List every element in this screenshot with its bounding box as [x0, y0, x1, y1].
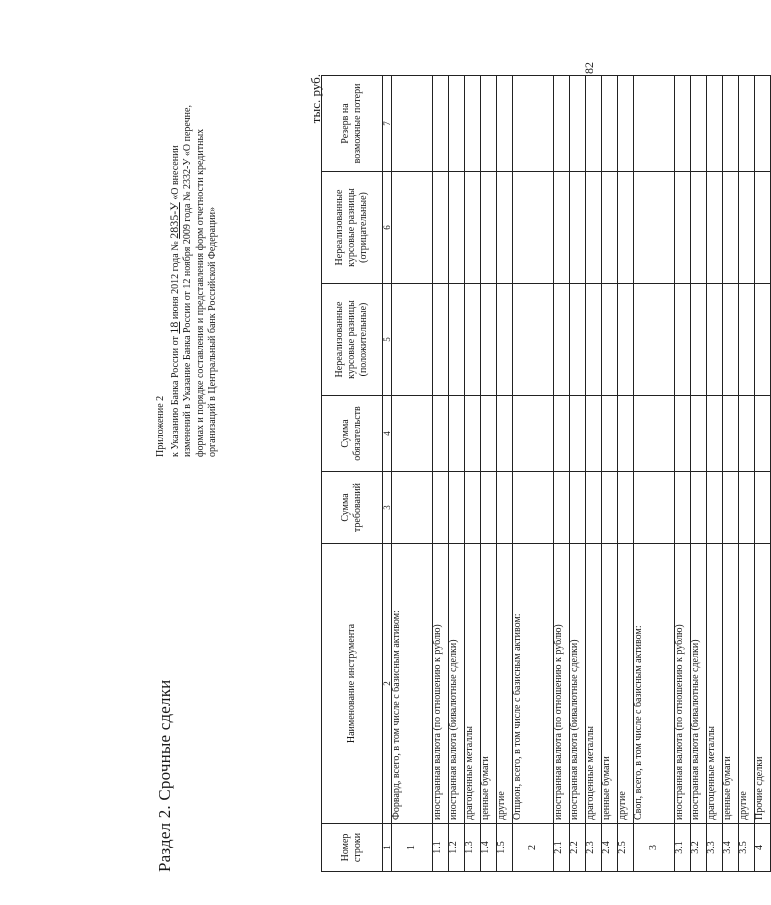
value-cell[interactable]	[465, 172, 481, 284]
value-cell[interactable]	[602, 284, 618, 396]
annex-line-4: организаций в Центральный банк Российской Федерации»	[207, 206, 218, 457]
header-fx-negative: Нереализованные курсовые разницы (отрицательные)	[322, 172, 383, 284]
value-cell[interactable]	[739, 76, 755, 172]
value-cell[interactable]	[570, 396, 586, 472]
table-row	[554, 76, 570, 872]
value-cell[interactable]	[691, 172, 707, 284]
page-number: 82	[582, 62, 596, 74]
value-cell[interactable]	[739, 284, 755, 396]
value-cell[interactable]	[570, 76, 586, 172]
instrument-name-cell: Своп, всего, в том числе с базисным активом:	[634, 544, 675, 824]
value-cell[interactable]	[554, 284, 570, 396]
instrument-name-cell: Опцион, всего, в том числе с базисным активом:	[513, 544, 554, 824]
instrument-name-cell: драгоценные металлы	[707, 544, 723, 824]
forward-deals-table	[321, 75, 771, 872]
value-cell[interactable]	[675, 472, 691, 544]
value-cell[interactable]	[618, 396, 634, 472]
annex-line1-middle: июня 2012 года №	[169, 241, 181, 320]
column-number: 3	[383, 472, 392, 544]
value-cell[interactable]	[602, 396, 618, 472]
instrument-name-cell: Форвард, всего, в том числе с базисным активом:	[392, 544, 433, 824]
rotated-page	[155, 72, 765, 872]
value-cell[interactable]	[691, 396, 707, 472]
value-cell[interactable]	[755, 472, 771, 544]
value-cell[interactable]	[392, 284, 433, 396]
row-number-cell: 1	[392, 824, 433, 872]
value-cell[interactable]	[723, 472, 739, 544]
value-cell[interactable]	[481, 76, 497, 172]
value-cell[interactable]	[602, 76, 618, 172]
table-row	[634, 76, 675, 872]
value-cell[interactable]	[392, 76, 433, 172]
row-number-cell: 2.5	[618, 824, 634, 872]
instrument-name-cell: иностранная валюта (бивалютные сделки)	[691, 544, 707, 824]
value-cell[interactable]	[433, 172, 449, 284]
header-loss-reserve: Резерв на возможные потери	[322, 76, 383, 172]
value-cell[interactable]	[433, 472, 449, 544]
value-cell[interactable]	[755, 172, 771, 284]
row-number-cell: 2.3	[586, 824, 602, 872]
value-cell[interactable]	[497, 472, 513, 544]
value-cell[interactable]	[675, 284, 691, 396]
instrument-name-cell: драгоценные металлы	[465, 544, 481, 824]
value-cell[interactable]	[465, 396, 481, 472]
value-cell[interactable]	[497, 172, 513, 284]
value-cell[interactable]	[707, 172, 723, 284]
value-cell[interactable]	[707, 472, 723, 544]
value-cell[interactable]	[723, 396, 739, 472]
section-title: Раздел 2. Срочные сделки	[155, 679, 174, 872]
annex-line1-suffix: «О внесении	[169, 145, 181, 200]
column-number: 5	[383, 284, 392, 396]
table-row	[602, 76, 618, 872]
value-cell[interactable]	[481, 172, 497, 284]
table-row	[586, 76, 602, 872]
value-cell[interactable]	[449, 396, 465, 472]
row-number-cell: 1.3	[465, 824, 481, 872]
annex-line-3: формах и порядке составления и представления форм отчетности кредитных	[194, 128, 206, 457]
value-cell[interactable]	[586, 172, 602, 284]
value-cell[interactable]	[513, 76, 554, 172]
table-header-row	[322, 76, 383, 872]
instrument-name-cell: иностранная валюта (бивалютные сделки)	[449, 544, 465, 824]
instrument-name-cell: иностранная валюта (по отношению к рублю)	[554, 544, 570, 824]
value-cell[interactable]	[602, 472, 618, 544]
value-cell[interactable]	[570, 284, 586, 396]
value-cell[interactable]	[755, 76, 771, 172]
value-cell[interactable]	[513, 172, 554, 284]
header-instrument-name: Наименование инструмента	[322, 544, 383, 824]
value-cell[interactable]	[634, 172, 675, 284]
value-cell[interactable]	[513, 284, 554, 396]
instrument-name-cell: другие	[618, 544, 634, 824]
value-cell[interactable]	[634, 396, 675, 472]
instrument-name-cell: другие	[739, 544, 755, 824]
value-cell[interactable]	[570, 472, 586, 544]
value-cell[interactable]	[497, 396, 513, 472]
value-cell[interactable]	[602, 172, 618, 284]
value-cell[interactable]	[707, 76, 723, 172]
header-row-number: Номер строки	[322, 824, 383, 872]
table-row	[707, 76, 723, 872]
value-cell[interactable]	[634, 284, 675, 396]
table-row	[570, 76, 586, 872]
instrument-name-cell: ценные бумаги	[723, 544, 739, 824]
table-row	[618, 76, 634, 872]
value-cell[interactable]	[691, 76, 707, 172]
value-cell[interactable]	[618, 172, 634, 284]
value-cell[interactable]	[554, 396, 570, 472]
annex-title: Приложение 2	[155, 395, 166, 457]
value-cell[interactable]	[618, 284, 634, 396]
value-cell[interactable]	[586, 396, 602, 472]
table-row	[497, 76, 513, 872]
table-row	[691, 76, 707, 872]
value-cell[interactable]	[675, 76, 691, 172]
value-cell[interactable]	[465, 284, 481, 396]
value-cell[interactable]	[465, 472, 481, 544]
instrument-name-cell: иностранная валюта (по отношению к рублю)	[675, 544, 691, 824]
annex-line-2: изменений в Указание Банка России от 12 ноября 2009 года № 2332-У «О перечне,	[182, 105, 193, 457]
row-number-cell: 3.5	[739, 824, 755, 872]
value-cell[interactable]	[739, 472, 755, 544]
value-cell[interactable]	[723, 172, 739, 284]
value-cell[interactable]	[481, 396, 497, 472]
column-number: 2	[383, 544, 392, 824]
value-cell[interactable]	[449, 472, 465, 544]
value-cell[interactable]	[723, 284, 739, 396]
row-number-cell: 2.1	[554, 824, 570, 872]
value-cell[interactable]	[392, 472, 433, 544]
table-row	[739, 76, 755, 872]
header-fx-positive: Нереализованные курсовые разницы (положительные)	[322, 284, 383, 396]
value-cell[interactable]	[707, 284, 723, 396]
instrument-name-cell: другие	[497, 544, 513, 824]
value-cell[interactable]	[433, 76, 449, 172]
value-cell[interactable]	[554, 172, 570, 284]
table-row	[449, 76, 465, 872]
annex-line-1	[168, 72, 183, 457]
value-cell[interactable]	[481, 472, 497, 544]
table-row	[675, 76, 691, 872]
row-number-cell: 1.4	[481, 824, 497, 872]
instrument-name-cell: ценные бумаги	[602, 544, 618, 824]
row-number-cell: 2.2	[570, 824, 586, 872]
annex-line1-prefix: к Указанию Банка России от	[169, 336, 181, 457]
value-cell[interactable]	[586, 284, 602, 396]
column-number: 7	[383, 76, 392, 172]
value-cell[interactable]	[554, 76, 570, 172]
instrument-name-cell: иностранная валюта (по отношению к рублю)	[433, 544, 449, 824]
table-row	[433, 76, 449, 872]
instrument-name-cell: иностранная валюта (бивалютные сделки)	[570, 544, 586, 824]
row-number-cell: 3.2	[691, 824, 707, 872]
value-cell[interactable]	[675, 172, 691, 284]
value-cell[interactable]	[691, 472, 707, 544]
table-row	[392, 76, 433, 872]
table-row	[481, 76, 497, 872]
row-number-cell: 2.4	[602, 824, 618, 872]
row-number-cell: 3.3	[707, 824, 723, 872]
instrument-name-cell: драгоценные металлы	[586, 544, 602, 824]
column-number: 4	[383, 396, 392, 472]
table-row	[465, 76, 481, 872]
value-cell[interactable]	[554, 472, 570, 544]
annex-date-day: 18	[166, 321, 181, 334]
value-cell[interactable]	[392, 172, 433, 284]
value-cell[interactable]	[618, 472, 634, 544]
value-cell[interactable]	[691, 284, 707, 396]
annex-header	[155, 72, 220, 457]
value-cell[interactable]	[755, 396, 771, 472]
value-cell[interactable]	[449, 76, 465, 172]
row-number-cell: 2	[513, 824, 554, 872]
value-cell[interactable]	[497, 284, 513, 396]
value-cell[interactable]	[392, 396, 433, 472]
annex-doc-number: 2835-У	[166, 202, 181, 239]
value-cell[interactable]	[707, 396, 723, 472]
units-label: тыс. руб.	[308, 74, 323, 124]
header-claims-amount: Сумма требований	[322, 472, 383, 544]
value-cell[interactable]	[449, 284, 465, 396]
value-cell[interactable]	[497, 76, 513, 172]
column-number: 6	[383, 172, 392, 284]
instrument-name-cell: ценные бумаги	[481, 544, 497, 824]
value-cell[interactable]	[755, 284, 771, 396]
table-row	[513, 76, 554, 872]
value-cell[interactable]	[449, 172, 465, 284]
value-cell[interactable]	[433, 396, 449, 472]
row-number-cell: 1.5	[497, 824, 513, 872]
value-cell[interactable]	[513, 472, 554, 544]
value-cell[interactable]	[739, 172, 755, 284]
value-cell[interactable]	[481, 284, 497, 396]
value-cell[interactable]	[465, 76, 481, 172]
instrument-name-cell: Прочие сделки	[755, 544, 771, 824]
row-number-cell: 3.1	[675, 824, 691, 872]
value-cell[interactable]	[634, 76, 675, 172]
row-number-cell: 3.4	[723, 824, 739, 872]
header-liabilities-amount: Сумма обязательств	[322, 396, 383, 472]
table-row	[723, 76, 739, 872]
table-row	[755, 76, 771, 872]
column-number: 1	[383, 824, 392, 872]
value-cell[interactable]	[586, 472, 602, 544]
value-cell[interactable]	[586, 76, 602, 172]
value-cell[interactable]	[634, 472, 675, 544]
value-cell[interactable]	[618, 76, 634, 172]
row-number-cell: 3	[634, 824, 675, 872]
value-cell[interactable]	[570, 172, 586, 284]
value-cell[interactable]	[513, 396, 554, 472]
row-number-cell: 1.2	[449, 824, 465, 872]
value-cell[interactable]	[723, 76, 739, 172]
value-cell[interactable]	[739, 396, 755, 472]
value-cell[interactable]	[675, 396, 691, 472]
row-number-cell: 1.1	[433, 824, 449, 872]
value-cell[interactable]	[433, 284, 449, 396]
row-number-cell: 4	[755, 824, 771, 872]
